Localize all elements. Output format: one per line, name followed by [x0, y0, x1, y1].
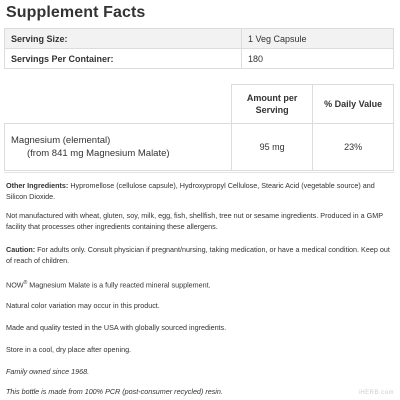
daily-value-header: % Daily Value: [313, 85, 394, 124]
nutrient-daily-value: 23%: [313, 124, 394, 171]
serving-size-row: [5, 29, 394, 49]
other-ingredients-text: Hypromellose (cellulose capsule), Hydroxypropyl Cellulose, Stearic Acid (vegetable source) and Silicon Dioxide.: [6, 181, 375, 201]
storage-note: Store in a cool, dry place after opening.: [6, 345, 132, 354]
made-in-usa-note: Made and quality tested in the USA with globally sourced ingredients.: [6, 323, 227, 332]
caution-label: Caution:: [6, 245, 36, 254]
serving-size-label: Serving Size:: [5, 29, 242, 49]
servings-per-container-row: [5, 49, 394, 69]
color-variation-note: Natural color variation may occur in this product.: [6, 301, 160, 310]
brand-name: NOW: [6, 280, 24, 290]
nutrient-amount: 95 mg: [231, 124, 312, 171]
caution-text: For adults only. Consult physician if pregnant/nursing, taking medication, or have a medical condition. Keep out of reach of children.: [6, 245, 390, 265]
nutrient-row: [5, 124, 394, 171]
nutrient-table-header: [5, 85, 394, 124]
amount-header-line1: Amount per: [246, 93, 298, 103]
other-ingredients-label: Other Ingredients:: [6, 181, 69, 190]
description-text: Magnesium Malate is a fully reacted mineral supplement.: [29, 280, 211, 290]
caution: [6, 244, 394, 266]
family-owned-note: [6, 366, 394, 377]
other-ingredients: [6, 180, 394, 202]
serving-size-value: 1 Veg Capsule: [242, 29, 394, 49]
page-title: Supplement Facts: [6, 4, 146, 21]
watermark: iHERB.com: [358, 390, 394, 396]
family-owned-text: Family owned since 1968.: [6, 367, 90, 376]
section-divider: [4, 172, 394, 173]
servings-per-container-label: Servings Per Container:: [5, 49, 242, 69]
nutrient-source: (from 841 mg Magnesium Malate): [27, 148, 170, 159]
header-blank-cell: [5, 85, 232, 124]
bottle-note: [6, 386, 394, 397]
servings-per-container-value: 180: [242, 49, 394, 69]
nutrient-name: Magnesium (elemental): [11, 135, 111, 146]
bottle-note-text: This bottle is made from 100% PCR (post-consumer recycled) resin.: [6, 387, 223, 396]
serving-info-table: [4, 28, 394, 69]
amount-header-line2: Serving: [255, 105, 289, 115]
nutrient-name-cell: [5, 124, 232, 171]
product-description: [6, 278, 394, 290]
allergen-note: Not manufactured with wheat, gluten, soy, milk, egg, fish, shellfish, tree nut or sesame ingredients. Produced in a GMP facility that processes other ingredients containing these allergens.: [6, 211, 383, 231]
amount-per-serving-header: [231, 85, 312, 124]
registered-mark: ®: [23, 280, 28, 286]
nutrient-table: [4, 84, 394, 171]
